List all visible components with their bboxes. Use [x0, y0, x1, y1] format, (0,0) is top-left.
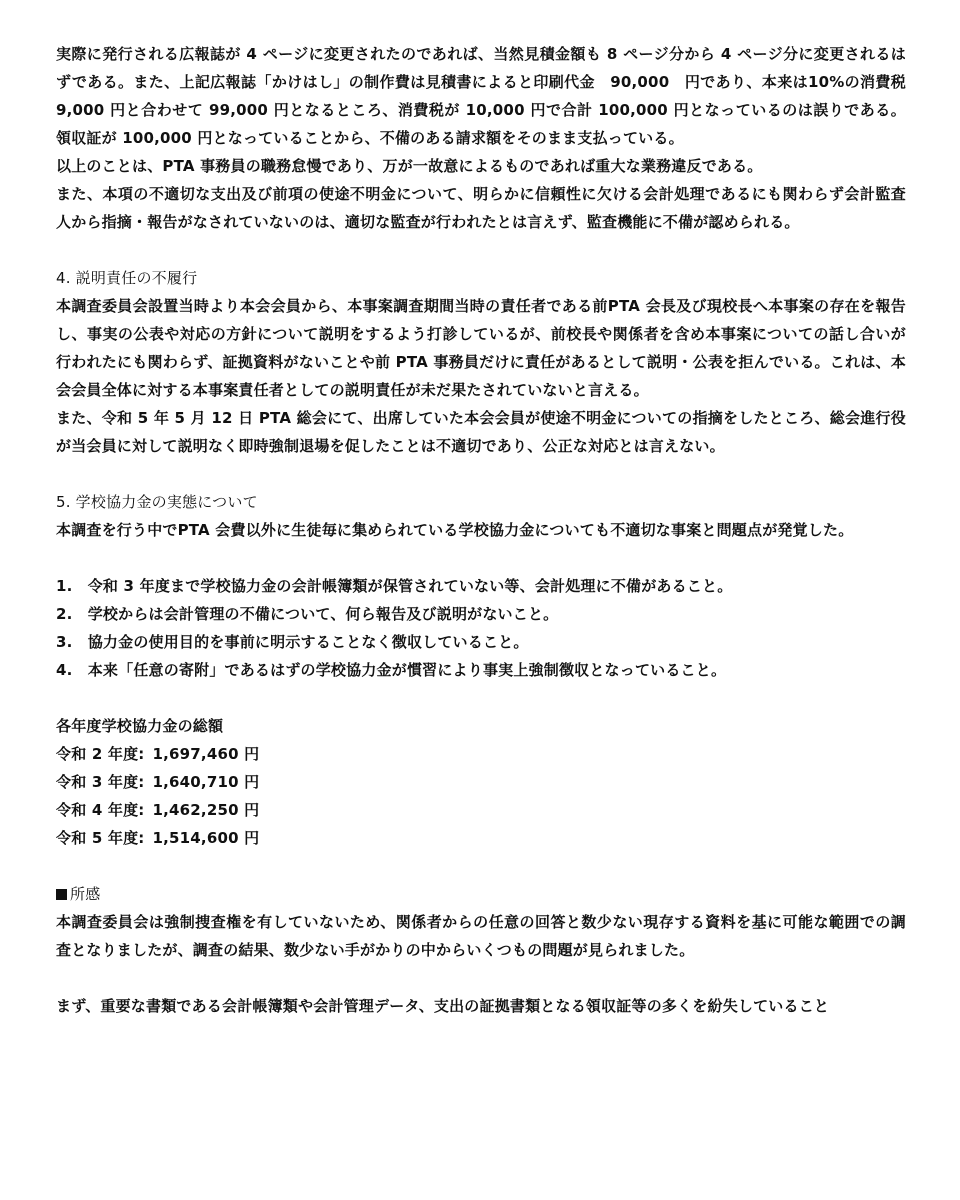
impressions-heading-text: 所感: [70, 885, 101, 903]
total-row: [56, 740, 906, 768]
spacer: [56, 544, 906, 572]
impressions-paragraph-scope: 本調査委員会は強制捜査権を有していないため、関係者からの任意の回答と数少ない現存する資料を基に可能な範囲での調査となりましたが、調査の結果、数少ない手がかりの中からいくつもの問題が見られました。: [56, 913, 906, 959]
document-page: [56, 40, 906, 1020]
total-year: 令和 4 年度:: [56, 801, 145, 819]
total-year: 令和 2 年度:: [56, 745, 145, 763]
section3-paragraph-negligence: 以上のことは、PTA 事務員の職務怠慢であり、万が一故意によるものであれば重大な業務違反である。: [56, 157, 763, 175]
list-item: 2. 学校からは会計管理の不備について、何ら報告及び説明がないこと。: [56, 605, 559, 623]
section5-intro: 本調査を行う中でPTA 会費以外に生徒毎に集められている学校協力金についても不適切な事案と問題点が発覚した。: [56, 521, 854, 539]
list-item: 3. 協力金の使用目的を事前に明示することなく徴収していること。: [56, 633, 529, 651]
spacer: [56, 964, 906, 992]
total-amount: 1,462,250 円: [152, 801, 260, 819]
section3-paragraph-estimate: 実際に発行される広報誌が 4 ページに変更されたのであれば、当然見積金額も 8 ページ分から 4 ページ分に変更されるはずである。また、上記広報誌「かけはし」の制作費は見積書によると印刷代金 90,000 円であり、本来は10%の消費税 9,000 円と合わせて 99,000 円となるところ、消費税が 10,000 円で合計 100,000 円となっているのは誤りである。領収証が 100,000 円となっていることから、不備のある請求額をそのまま支払っている。: [56, 45, 906, 147]
total-amount: 1,514,600 円: [152, 829, 260, 847]
list-item: 1. 令和 3 年度まで学校協力金の会計帳簿類が保管されていない等、会計処理に不備があること。: [56, 577, 733, 595]
total-row: [56, 796, 906, 824]
section4-heading: 4. 説明責任の不履行: [56, 269, 198, 287]
impressions-paragraph-lost-documents: まず、重要な書類である会計帳簿類や会計管理データ、支出の証拠書類となる領収証等の多くを紛失していること: [56, 997, 830, 1015]
section4-paragraph-general-meeting: また、令和 5 年 5 月 12 日 PTA 総会にて、出席していた本会会員が使途不明金についての指摘をしたところ、総会進行役が当会員に対して説明なく即時強制退場を促したことは不適切であり、公正な対応とは言えない。: [56, 409, 906, 455]
total-row: [56, 768, 906, 796]
spacer: [56, 684, 906, 712]
total-row: [56, 824, 906, 852]
total-year: 令和 3 年度:: [56, 773, 145, 791]
total-amount: 1,697,460 円: [152, 745, 260, 763]
issues-list: [56, 572, 906, 684]
section4-paragraph-accountability: 本調査委員会設置当時より本会会員から、本事案調査期間当時の責任者である前PTA 会長及び現校長へ本事案の存在を報告し、事実の公表や対応の方針について説明をするよう打診しているが、前校長や関係者を含め本事案についての話し合いが行われたにも関わらず、証拠資料がないことや前 PTA 事務員だけに責任があるとして説明・公表を拒んでいる。これは、本会会員全体に対する本事案責任者としての説明責任が未だ果たされていないと言える。: [56, 297, 906, 399]
total-amount: 1,640,710 円: [152, 773, 260, 791]
spacer: [56, 852, 906, 880]
impressions-heading: [56, 880, 906, 908]
section3-paragraph-audit: また、本項の不適切な支出及び前項の使途不明金について、明らかに信頼性に欠ける会計処理であるにも関わらず会計監査人から指摘・報告がなされていないのは、適切な監査が行われたとは言えず、監査機能に不備が認められる。: [56, 185, 906, 231]
black-square-icon: [56, 889, 67, 900]
list-item: 4. 本来「任意の寄附」であるはずの学校協力金が慣習により事実上強制徴収となっていること。: [56, 661, 727, 679]
spacer: [56, 236, 906, 264]
spacer: [56, 460, 906, 488]
section5-heading: 5. 学校協力金の実態について: [56, 493, 258, 511]
total-year: 令和 5 年度:: [56, 829, 145, 847]
totals-title: 各年度学校協力金の総額: [56, 717, 224, 735]
